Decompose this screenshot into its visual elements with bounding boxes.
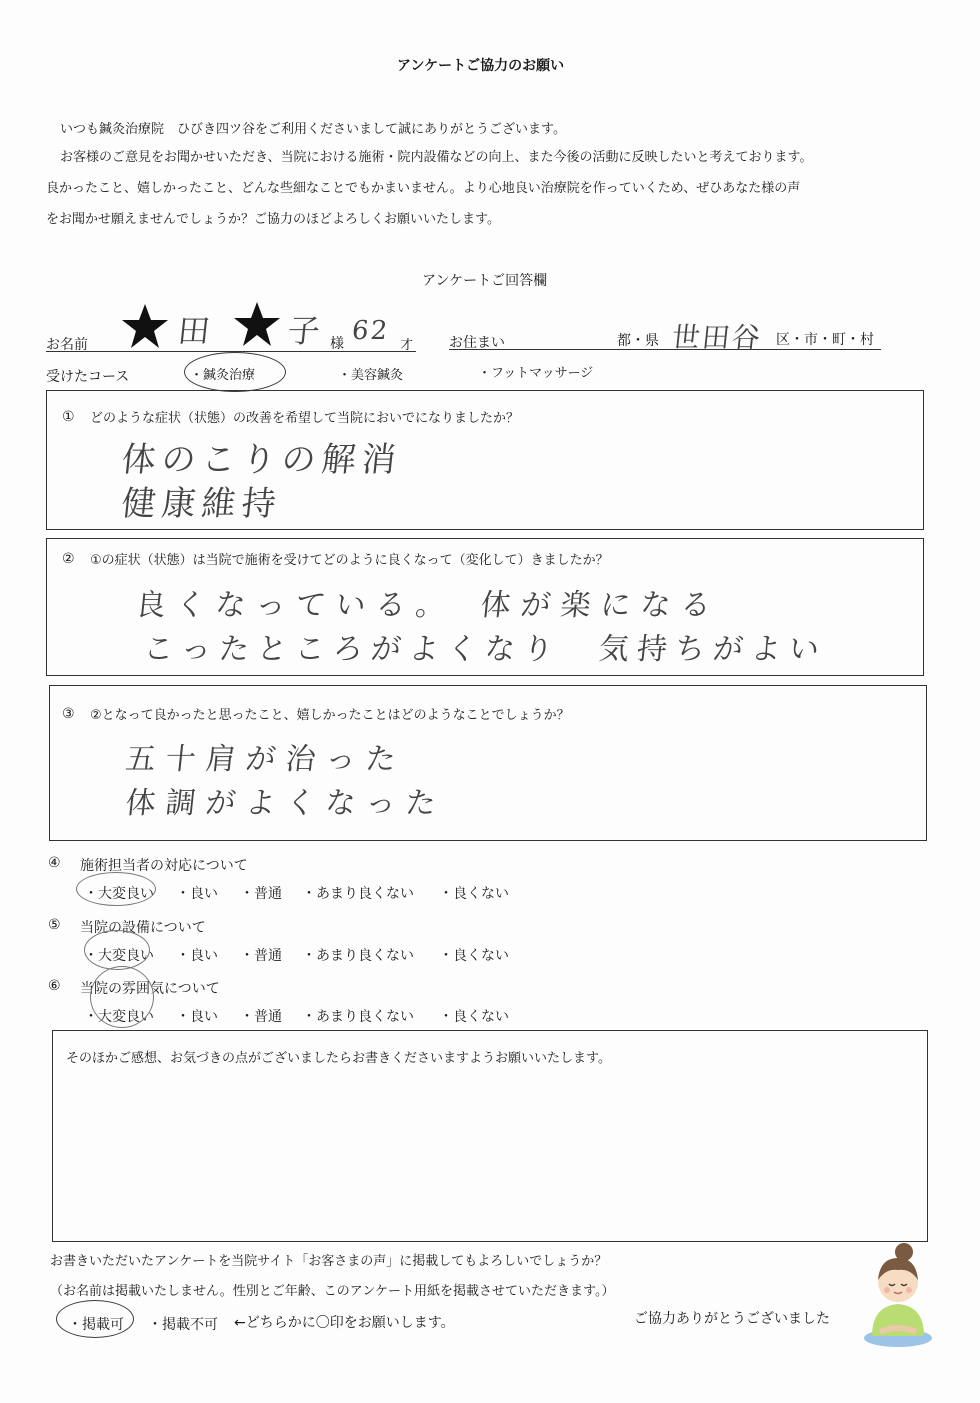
- question-3-number: ③: [62, 706, 75, 722]
- question-1-answer-line-1: 体のこりの解消: [119, 440, 404, 480]
- redaction-star-icon: [232, 300, 282, 350]
- ward-label: 区・市・町・村: [776, 332, 874, 348]
- rating-5-option-good[interactable]: ・良い: [176, 948, 218, 964]
- course-option-beauty[interactable]: ・美容鍼灸: [338, 368, 404, 383]
- honorific-label: 様: [330, 336, 344, 352]
- rating-5-option-not-so-good[interactable]: ・あまり良くない: [302, 948, 414, 964]
- age-handwritten: 62: [350, 316, 391, 346]
- intro-line-4: をお聞かせ願えませんでしょうか？ご協力のほどよろしくお願いいたします。: [46, 212, 500, 227]
- question-1-answer-line-2: 健康維持: [119, 484, 284, 524]
- question-3-answer-line-2: 体調がよくなった: [123, 786, 448, 821]
- rating-4-option-not-so-good[interactable]: ・あまり良くない: [302, 886, 414, 902]
- rating-6-label: 当院の雰囲気について: [80, 981, 220, 997]
- age-unit-label: 才: [400, 338, 414, 353]
- question-1-number: ①: [62, 409, 75, 425]
- rating-4-option-very-good[interactable]: ・大変良い: [84, 886, 154, 902]
- permission-option-no[interactable]: ・掲載不可: [148, 1317, 218, 1333]
- address-label: お住まい: [449, 335, 505, 351]
- address-underline: [449, 349, 881, 350]
- course-option-foot-massage[interactable]: ・フットマッサージ: [478, 366, 594, 381]
- rating-6-selected-circle: [90, 966, 154, 1028]
- answer-section-title: アンケートご回答欄: [422, 273, 548, 289]
- rating-4-option-bad[interactable]: ・良くない: [439, 886, 509, 902]
- rating-4-option-good[interactable]: ・良い: [176, 886, 218, 902]
- rating-6-option-normal[interactable]: ・普通: [240, 1009, 282, 1025]
- permission-option-yes[interactable]: ・掲載可: [68, 1317, 124, 1333]
- rating-5-label: 当院の設備について: [80, 920, 206, 936]
- intro-line-1: いつも鍼灸治療院 ひびき四ツ谷をご利用くださいまして誠にありがとうございます。: [60, 122, 566, 137]
- rating-5-option-bad[interactable]: ・良くない: [439, 948, 509, 964]
- rating-5-selected-circle: [84, 930, 150, 970]
- rating-5-option-normal[interactable]: ・普通: [240, 948, 282, 964]
- name-label: お名前: [46, 337, 88, 353]
- city-handwritten: 世田谷: [670, 321, 764, 354]
- question-3-answer-line-1: 五十肩が治った: [123, 742, 408, 777]
- rating-6-option-bad[interactable]: ・良くない: [439, 1009, 509, 1025]
- permission-note: （お名前は掲載いたしません。性別とご年齢、このアンケート用紙を掲載させていただきます。）: [50, 1284, 615, 1299]
- question-1-text: どのような症状（状態）の改善を希望して当院においでになりましたか？: [90, 411, 520, 426]
- course-selected-circle: [184, 352, 286, 392]
- prefecture-label: 都・県: [617, 333, 659, 349]
- question-2-answer-line-1: 良くなっている。 体が楽になる: [133, 588, 723, 623]
- rating-6-option-very-good[interactable]: ・大変良い: [84, 1009, 154, 1025]
- page-title: アンケートご協力のお願い: [397, 58, 565, 74]
- permission-selected-circle: [56, 1300, 134, 1338]
- intro-line-2: お客様のご意見をお聞かせいただき、当院における施術・院内設備などの向上、また今後の活動に反映したいと考えております。: [60, 150, 813, 165]
- question-2-answer-line-2: こったところがよくなり 気持ちがよい: [141, 632, 829, 667]
- question-2-text: ①の症状（状態）は当院で施術を受けてどのように良くなって（変化して）きましたか？: [90, 553, 609, 568]
- thanks-message: ご協力ありがとうございました: [634, 1311, 830, 1327]
- name-handwritten-part1: 田: [175, 312, 218, 350]
- rating-6-option-good[interactable]: ・良い: [176, 1009, 218, 1025]
- mascot-illustration-icon: [858, 1240, 938, 1350]
- rating-6-option-not-so-good[interactable]: ・あまり良くない: [302, 1009, 414, 1025]
- name-handwritten-part2: 子: [285, 312, 328, 350]
- question-2-number: ②: [62, 551, 75, 567]
- permission-question: お書きいただいたアンケートを当院サイト「お客さまの声」に掲載してもよろしいでしょうか？: [50, 1254, 608, 1269]
- intro-line-3: 良かったこと、嬉しかったこと、どんな些細なことでもかまいません。より心地良い治療院を作っていくため、ぜひあなた様の声: [46, 181, 801, 196]
- course-option-acupuncture[interactable]: ・鍼灸治療: [190, 368, 256, 383]
- permission-instruction: ←どちらかに〇印をお願いします。: [234, 1315, 455, 1331]
- rating-6-number: ⑥: [48, 978, 61, 994]
- rating-4-selected-circle: [76, 872, 156, 906]
- redaction-star-icon: [120, 302, 170, 352]
- rating-5-option-very-good[interactable]: ・大変良い: [84, 948, 154, 964]
- rating-5-number: ⑤: [48, 917, 61, 933]
- rating-4-label: 施術担当者の対応について: [80, 858, 248, 874]
- rating-4-option-normal[interactable]: ・普通: [240, 886, 282, 902]
- comments-prompt: そのほかご感想、お気づきの点がございましたらお書きくださいますようお願いいたします。: [66, 1051, 611, 1066]
- course-label: 受けたコース: [46, 369, 130, 385]
- question-3-text: ②となって良かったと思ったこと、嬉しかったことはどのようなことでしょうか？: [90, 708, 570, 723]
- rating-4-number: ④: [48, 855, 61, 871]
